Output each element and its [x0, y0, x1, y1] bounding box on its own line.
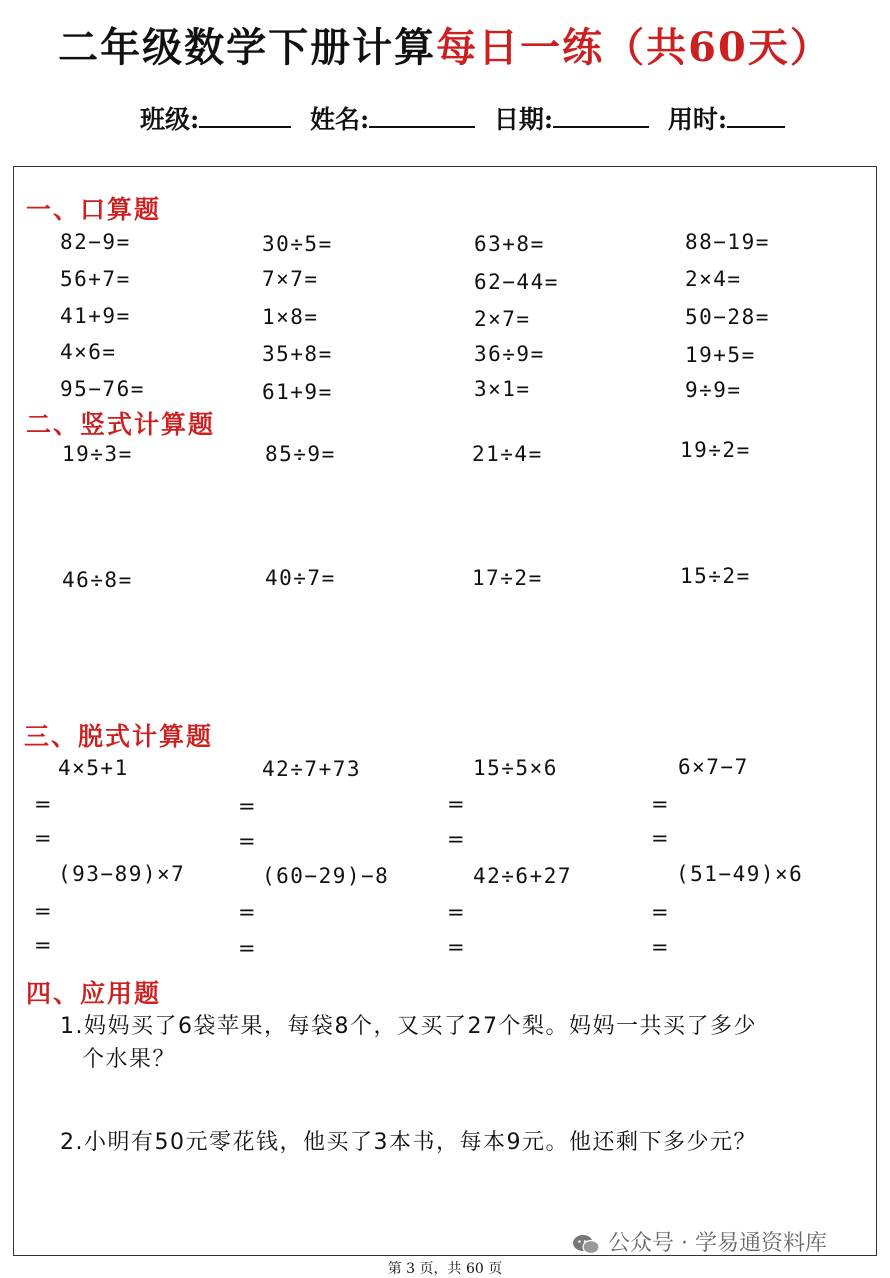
- oral-problem: 30÷5=: [262, 232, 333, 256]
- equal-sign: =: [238, 794, 256, 818]
- oral-problem: 50−28=: [685, 305, 770, 329]
- equal-sign: =: [238, 829, 256, 853]
- section-stepwise-title: 三、脱式计算题: [24, 722, 214, 751]
- equal-sign: =: [651, 826, 669, 850]
- info-line: [140, 100, 840, 136]
- name-label: 姓名:: [309, 105, 370, 134]
- date-blank[interactable]: [553, 100, 649, 128]
- vertical-problem: 17÷2=: [472, 566, 543, 590]
- vertical-problem: 46÷8=: [62, 568, 133, 592]
- section-oral-title: 一、口算题: [26, 195, 162, 224]
- title-black: 二年级数学下册计算: [58, 24, 437, 71]
- oral-problem: 1×8=: [262, 305, 319, 329]
- equal-sign: =: [34, 899, 52, 923]
- oral-problem: 61+9=: [262, 380, 333, 404]
- stepwise-problem: 6×7−7: [678, 755, 749, 779]
- equal-sign: =: [34, 826, 52, 850]
- vertical-problem: 19÷2=: [680, 438, 751, 462]
- oral-problem: 7×7=: [262, 267, 319, 291]
- time-blank[interactable]: [727, 100, 785, 128]
- equal-sign: =: [34, 933, 52, 957]
- oral-problem: 36÷9=: [474, 342, 545, 366]
- stepwise-problem: 15÷5×6: [473, 756, 558, 780]
- equal-sign: =: [651, 792, 669, 816]
- oral-problem: 82−9=: [60, 230, 131, 254]
- oral-problem: 19+5=: [685, 343, 756, 367]
- name-blank[interactable]: [369, 100, 475, 128]
- title-red: 每日一练（共60天）: [436, 24, 832, 71]
- equal-sign: =: [238, 936, 256, 960]
- equal-sign: =: [651, 935, 669, 959]
- stepwise-problem: (51−49)×6: [676, 862, 804, 886]
- vertical-problem: 15÷2=: [680, 564, 751, 588]
- equal-sign: =: [447, 827, 465, 851]
- oral-problem: 95−76=: [60, 377, 145, 401]
- oral-problem: 41+9=: [60, 304, 131, 328]
- stepwise-problem: 42÷7+73: [262, 757, 362, 781]
- page-title: [0, 16, 890, 73]
- applied-question-1-cont: 个水果？: [82, 1047, 177, 1072]
- date-label: 日期:: [493, 105, 554, 134]
- watermark-text: 公众号 · 学易通资料库: [608, 1231, 827, 1256]
- section-vertical-title: 二、竖式计算题: [26, 410, 216, 439]
- vertical-problem: 21÷4=: [472, 442, 543, 466]
- oral-problem: 2×4=: [685, 267, 742, 291]
- oral-problem: 3×1=: [474, 377, 531, 401]
- oral-problem: 4×6=: [60, 340, 117, 364]
- oral-problem: 2×7=: [474, 307, 531, 331]
- equal-sign: =: [447, 792, 465, 816]
- vertical-problem: 85÷9=: [265, 442, 336, 466]
- stepwise-problem: (93−89)×7: [58, 862, 186, 886]
- oral-problem: 35+8=: [262, 342, 333, 366]
- stepwise-problem: 42÷6+27: [473, 864, 573, 888]
- oral-problem: 56+7=: [60, 267, 131, 291]
- equal-sign: =: [651, 900, 669, 924]
- equal-sign: =: [447, 900, 465, 924]
- vertical-problem: 19÷3=: [62, 442, 133, 466]
- page-footer: 第 3 页，共 60 页: [387, 1261, 503, 1277]
- oral-problem: 63+8=: [474, 232, 545, 256]
- wechat-icon: [572, 1233, 600, 1255]
- applied-question-2: 2.小明有50元零花钱，他买了3本书，每本9元。他还剩下多少元？: [60, 1130, 757, 1155]
- time-label: 用时:: [667, 105, 728, 134]
- oral-problem: 62−44=: [474, 270, 559, 294]
- stepwise-problem: 4×5+1: [58, 756, 129, 780]
- oral-problem: 9÷9=: [685, 378, 742, 402]
- worksheet-frame: [13, 166, 877, 1256]
- vertical-problem: 40÷7=: [265, 566, 336, 590]
- class-label: 班级:: [140, 105, 200, 134]
- watermark: [572, 1226, 827, 1257]
- stepwise-problem: (60−29)−8: [262, 864, 390, 888]
- applied-question-1: 1.妈妈买了6袋苹果，每袋8个，又买了27个梨。妈妈一共买了多少: [60, 1014, 757, 1039]
- equal-sign: =: [238, 900, 256, 924]
- equal-sign: =: [447, 935, 465, 959]
- oral-problem: 88−19=: [685, 230, 770, 254]
- equal-sign: =: [34, 792, 52, 816]
- class-blank[interactable]: [199, 100, 291, 128]
- section-applied-title: 四、应用题: [26, 979, 162, 1008]
